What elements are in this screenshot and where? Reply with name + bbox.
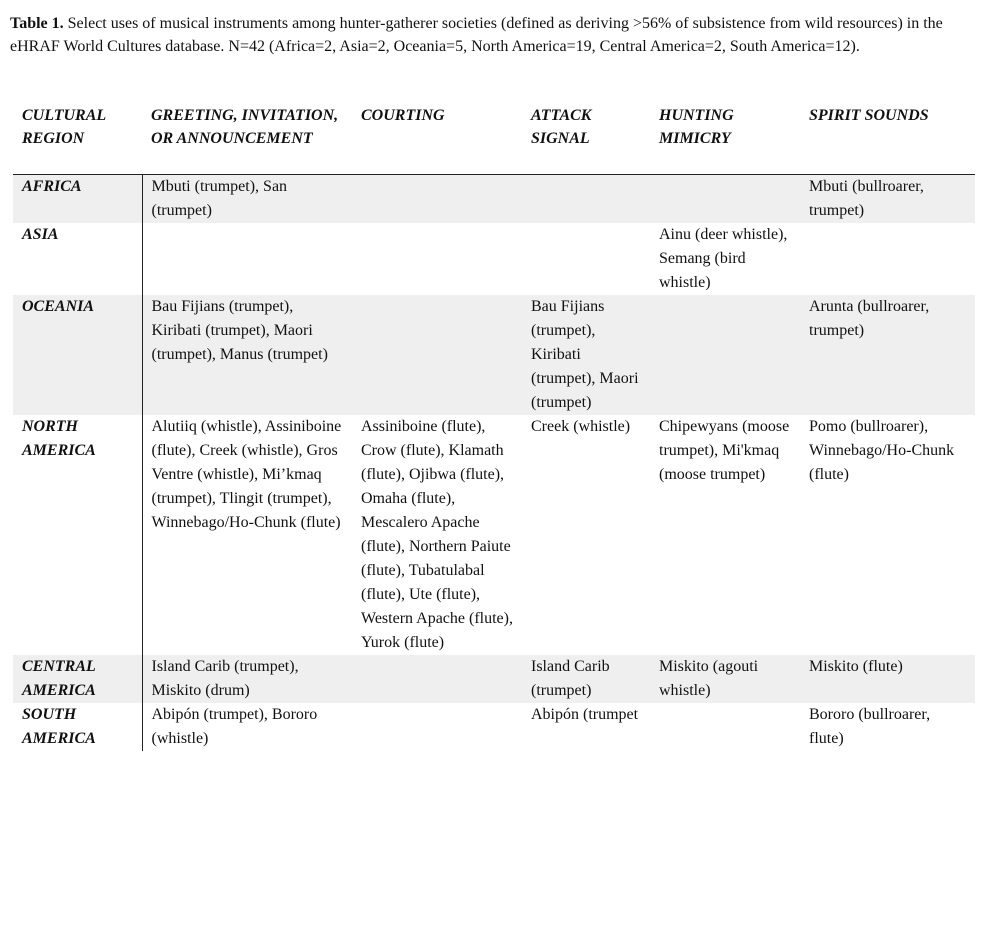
region-cell: AFRICA [13,175,142,224]
attack-cell [522,223,650,295]
header-spirit-sounds: SPIRIT SOUNDS [800,104,975,175]
table-row-oceania [13,295,975,415]
attack-cell [522,175,650,224]
attack-cell: Abipón (trumpet [531,706,639,723]
attack-cell: Creek (whistle) [531,418,631,435]
table-body [13,175,975,752]
region-cell: CENTRAL AMERICA [13,655,142,703]
header-courting: COURTING [352,104,522,175]
courting-cell [352,175,522,224]
table-caption [10,12,985,58]
header-cultural-region: CULTURAL REGION [13,104,142,175]
table-caption-text: Select uses of musical instruments among hunter-gatherer societies (defined as deriving >56% of subsistence from wild resources) in the eHRAF World Cultures database. N=42 (Africa=2, Asia=2, Oceania=5, North America=19, Central America=2, South America=12). [10,15,943,55]
region-cell: SOUTH AMERICA [13,703,142,751]
greeting-cell: Island Carib (trumpet), Miskito (drum) [142,655,352,703]
greeting-cell [142,223,352,295]
table-row-north-america [13,415,975,655]
region-cell: OCEANIA [13,295,142,415]
table-header [13,104,975,175]
greeting-cell: Alutiiq (whistle), Assiniboine (flute), Creek (whistle), Gros Ventre (whistle), Mi’kmaq (trumpet), Tlingit (trumpet), Winnebago/Ho-Chunk (flute) [151,418,342,531]
instrument-uses-table [13,104,975,751]
courting-cell [352,295,522,415]
courting-cell [352,223,522,295]
table-row-africa [13,175,975,224]
hunting-cell: Miskito (agouti whistle) [650,655,800,703]
spirit-cell: Bororo (bullroarer, flute) [809,706,931,747]
header-attack-signal: ATTACK SIGNAL [522,104,650,175]
greeting-cell: Bau Fijians (trumpet), Kiribati (trumpet), Maori (trumpet), Manus (trumpet) [142,295,352,415]
header-hunting-mimicry: HUNTING MIMICRY [650,104,800,175]
hunting-cell: Ainu (deer whistle), Semang (bird whistle) [659,226,788,291]
table-row-central-america [13,655,975,703]
attack-cell: Bau Fijians (trumpet), Kiribati (trumpet), Maori (trumpet) [522,295,650,415]
greeting-cell: Mbuti (trumpet), San (trumpet) [142,175,352,224]
spirit-cell: Pomo (bullroarer), Winnebago/Ho-Chunk (flute) [809,418,955,483]
spirit-cell: Mbuti (bullroarer, trumpet) [800,175,975,224]
hunting-cell [650,175,800,224]
table-caption-label: Table 1. [10,15,64,32]
spirit-cell: Arunta (bullroarer, trumpet) [800,295,975,415]
table-header-row [13,104,975,175]
courting-cell [352,703,522,751]
hunting-cell [650,703,800,751]
spirit-cell [800,223,975,295]
greeting-cell: Abipón (trumpet), Bororo (whistle) [151,706,318,747]
table-row-asia [13,223,975,295]
table-row-south-america [13,703,975,751]
region-cell: NORTH AMERICA [13,415,142,655]
courting-cell [352,655,522,703]
spirit-cell: Miskito (flute) [800,655,975,703]
hunting-cell [650,295,800,415]
courting-cell: Assiniboine (flute), Crow (flute), Klamath (flute), Ojibwa (flute), Omaha (flute), Mescalero Apache (flute), Northern Paiute (flute), Tubatulabal (flute), Ute (flute), Western Apache (flute), Yurok (flute) [361,418,513,651]
region-cell: ASIA [13,223,142,295]
hunting-cell: Chipewyans (moose trumpet), Mi'kmaq (moose trumpet) [659,418,790,483]
header-greeting: GREETING, INVITATION, OR ANNOUNCEMENT [142,104,352,175]
attack-cell: Island Carib (trumpet) [522,655,650,703]
